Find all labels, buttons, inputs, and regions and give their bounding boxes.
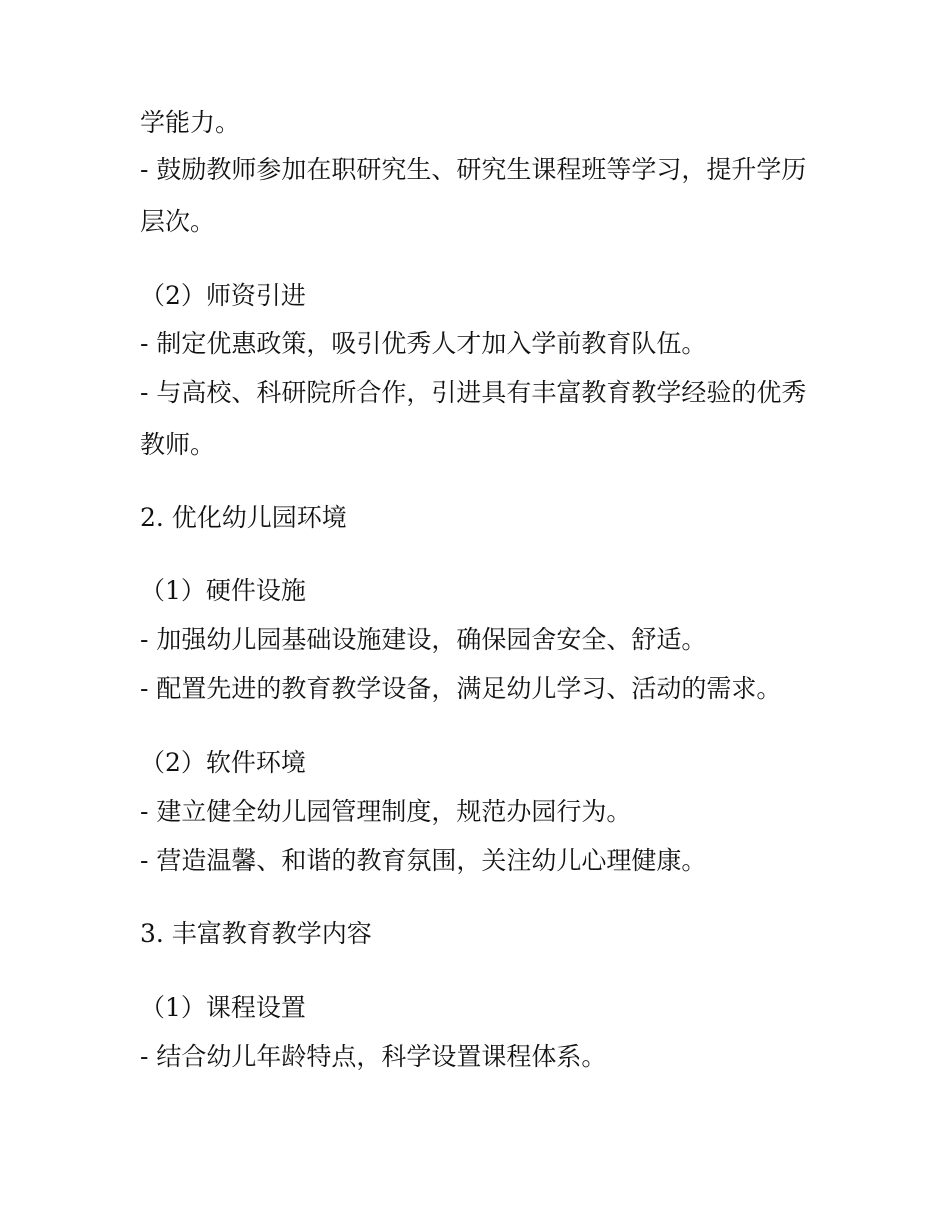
subsection-heading: （2）软件环境 (140, 748, 306, 777)
text-line: 层次。 (140, 207, 216, 236)
text-line: 学能力。 (140, 108, 241, 137)
bullet-item: - 鼓励教师参加在职研究生、研究生课程班等学习，提升学历 (140, 155, 807, 184)
bullet-item: - 加强幼儿园基础设施建设，确保园舍安全、舒适。 (140, 625, 707, 654)
bullet-item: - 制定优惠政策，吸引优秀人才加入学前教育队伍。 (140, 329, 707, 358)
text-line: 教师。 (140, 430, 216, 459)
bullet-item: - 建立健全幼儿园管理制度，规范办园行为。 (140, 797, 632, 826)
bullet-item: - 配置先进的教育教学设备，满足幼儿学习、活动的需求。 (140, 674, 782, 703)
section-heading: 3. 丰富教育教学内容 (140, 919, 372, 948)
bullet-item: - 与高校、科研院所合作，引进具有丰富教育教学经验的优秀 (140, 378, 807, 407)
section-heading: 2. 优化幼儿园环境 (140, 503, 347, 532)
subsection-heading: （1）硬件设施 (140, 576, 306, 605)
subsection-heading: （1）课程设置 (140, 993, 306, 1022)
bullet-item: - 营造温馨、和谐的教育氛围，关注幼儿心理健康。 (140, 846, 707, 875)
bullet-item: - 结合幼儿年龄特点，科学设置课程体系。 (140, 1042, 607, 1071)
subsection-heading: （2）师资引进 (140, 281, 306, 310)
